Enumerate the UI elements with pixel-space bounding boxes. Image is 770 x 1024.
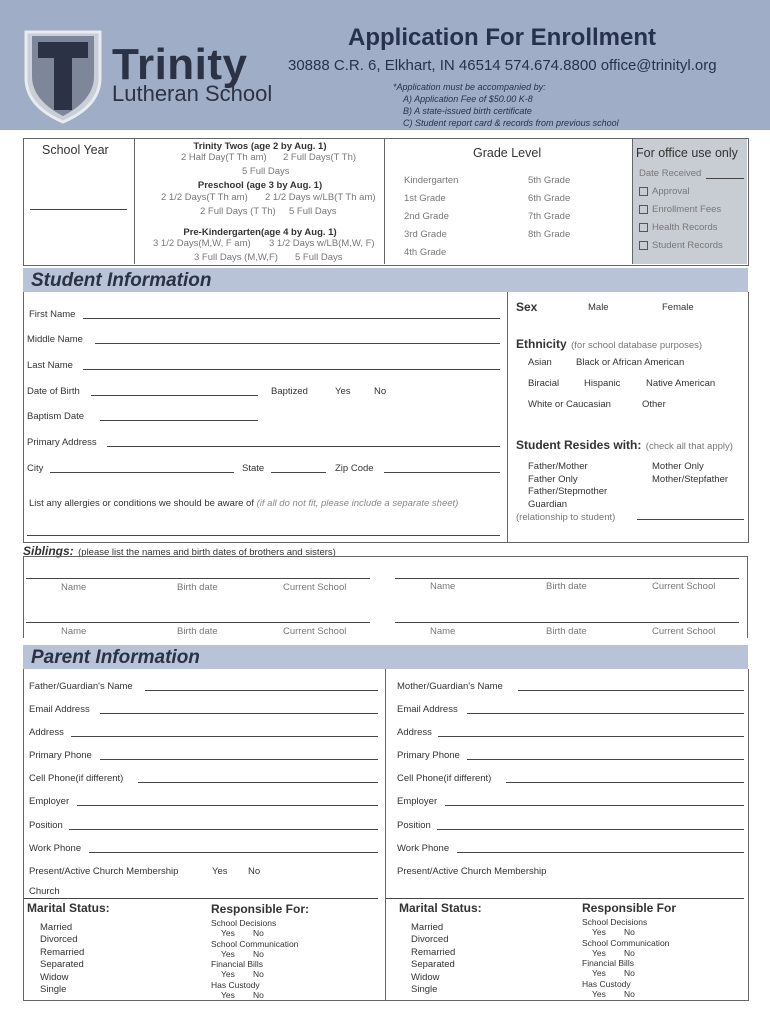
- office-check-approval[interactable]: Approval: [639, 186, 690, 197]
- baptized-yes[interactable]: Yes: [335, 386, 351, 397]
- father-responsible-label: Responsible For:: [211, 902, 310, 916]
- resp-school-communication: School Communication: [211, 939, 299, 949]
- program-option[interactable]: 5 Full Days: [289, 206, 337, 217]
- mother-address-label: Address: [397, 727, 432, 738]
- brand-name: Trinity: [112, 40, 248, 89]
- ethnicity-hispanic[interactable]: Hispanic: [584, 378, 621, 389]
- mother-responsible-label: Responsible For: [582, 901, 677, 915]
- sibling-name-label: Name: [430, 626, 456, 637]
- mother-work-phone-field[interactable]: [457, 852, 744, 853]
- first-name-label: First Name: [29, 309, 76, 320]
- mother-primary-phone-label: Primary Phone: [397, 750, 460, 761]
- father-address-label: Address: [29, 727, 64, 738]
- mother-email-label: Email Address: [397, 704, 458, 715]
- ethnicity-label: Ethnicity (for school database purposes): [516, 337, 703, 351]
- first-name-field[interactable]: [83, 318, 500, 319]
- sibling-4-field[interactable]: [395, 622, 739, 623]
- resp-no[interactable]: No: [624, 948, 635, 958]
- marital-option[interactable]: Remarried: [40, 947, 85, 958]
- resp-financial-bills: Financial Bills: [211, 959, 263, 969]
- marital-option[interactable]: Separated: [40, 959, 84, 970]
- resp-yes[interactable]: Yes: [221, 969, 235, 979]
- grade-level-title: Grade Level: [473, 146, 542, 160]
- baptized-no[interactable]: No: [374, 386, 387, 397]
- mother-position-label: Position: [397, 820, 431, 831]
- father-name-label: Father/Guardian's Name: [29, 681, 133, 692]
- grade-option[interactable]: 1st Grade: [404, 193, 446, 204]
- ethnicity-biracial[interactable]: Biracial: [528, 378, 560, 389]
- father-primary-phone-field[interactable]: [100, 759, 378, 760]
- father-cell-field[interactable]: [138, 782, 378, 783]
- ethnicity-black[interactable]: Black or African American: [576, 357, 685, 368]
- resp-no[interactable]: No: [253, 949, 264, 959]
- baptism-date-label: Baptism Date: [27, 411, 85, 422]
- mother-cell-label: Cell Phone(if different): [397, 773, 492, 784]
- date-received-label: Date Received: [639, 168, 702, 179]
- baptism-date-field[interactable]: [100, 420, 258, 421]
- resides-father-only[interactable]: Father Only: [528, 474, 578, 485]
- father-marital-label: Marital Status:: [27, 901, 110, 915]
- mother-church-name-field[interactable]: [386, 898, 744, 899]
- mother-cell-field[interactable]: [506, 782, 744, 783]
- father-work-phone-label: Work Phone: [29, 843, 82, 854]
- resides-mother-stepfather[interactable]: Mother/Stepfather: [652, 474, 729, 485]
- marital-option[interactable]: Widow: [411, 972, 440, 983]
- resp-yes[interactable]: Yes: [592, 927, 606, 937]
- office-use-title: For office use only: [636, 146, 738, 160]
- ethnicity-asian[interactable]: Asian: [528, 357, 552, 368]
- program-option[interactable]: 2 Full Days(T Th): [283, 152, 357, 163]
- grade-option[interactable]: 8th Grade: [528, 229, 571, 240]
- mother-address-field[interactable]: [438, 736, 744, 737]
- mother-marital-label: Marital Status:: [399, 901, 482, 915]
- sibling-2-field[interactable]: [395, 578, 739, 579]
- father-email-label: Email Address: [29, 704, 90, 715]
- contact-info: 30888 C.R. 6, Elkhart, IN 46514 574.674.8800 office@trinityl.org: [288, 57, 717, 74]
- ethnicity-white[interactable]: White or Caucasian: [528, 399, 611, 410]
- father-church-name-field[interactable]: [24, 898, 378, 899]
- twos-title: Trinity Twos (age 2 by Aug. 1): [193, 141, 327, 152]
- sibling-birth-label: Birth date: [177, 582, 218, 593]
- resp-school-communication: School Communication: [582, 938, 670, 948]
- sibling-name-label: Name: [61, 626, 87, 637]
- baptized-label: Baptized: [271, 386, 308, 397]
- resp-no[interactable]: No: [253, 990, 264, 1000]
- accompanied-title: *Application must be accompanied by:: [393, 82, 546, 92]
- father-church-name-label: Church: [29, 886, 60, 897]
- office-check-fees[interactable]: Enrollment Fees: [639, 204, 721, 215]
- last-name-field[interactable]: [83, 369, 500, 370]
- sex-female[interactable]: Female: [662, 302, 694, 313]
- accompanied-item: B) A state-issued birth certificate: [403, 106, 532, 116]
- marital-option[interactable]: Remarried: [411, 947, 456, 958]
- allergies-label: List any allergies or conditions we should be aware of (if all do not fit, please include a separate sheet): [29, 498, 459, 509]
- resides-guardian[interactable]: Guardian: [528, 499, 568, 510]
- mother-employer-label: Employer: [397, 796, 438, 807]
- sibling-name-label: Name: [430, 581, 456, 592]
- preschool-title: Preschool (age 3 by Aug. 1): [197, 180, 323, 191]
- resp-yes[interactable]: Yes: [592, 948, 606, 958]
- sibling-school-label: Current School: [283, 582, 347, 593]
- primary-address-label: Primary Address: [27, 437, 97, 448]
- marital-option[interactable]: Single: [411, 984, 438, 995]
- allergies-field[interactable]: [27, 535, 500, 536]
- school-year-field[interactable]: [30, 209, 127, 210]
- mother-position-field[interactable]: [437, 829, 744, 830]
- grade-option[interactable]: 4th Grade: [404, 247, 447, 258]
- father-name-field[interactable]: [145, 690, 378, 691]
- sibling-school-label: Current School: [652, 626, 716, 637]
- state-field[interactable]: [271, 472, 326, 473]
- program-option[interactable]: 2 Full Days (T Th): [200, 206, 276, 217]
- brand-subtitle: Lutheran School: [112, 81, 273, 106]
- middle-name-field[interactable]: [95, 343, 500, 344]
- sibling-birth-label: Birth date: [177, 626, 218, 637]
- father-church-yes[interactable]: Yes: [212, 866, 228, 877]
- father-position-label: Position: [29, 820, 63, 831]
- marital-option[interactable]: Divorced: [411, 934, 449, 945]
- resides-mother-only[interactable]: Mother Only: [652, 461, 704, 472]
- state-label: State: [242, 463, 265, 474]
- resp-yes[interactable]: Yes: [592, 968, 606, 978]
- school-year-label: School Year: [42, 143, 109, 157]
- grade-option[interactable]: 6th Grade: [528, 193, 571, 204]
- marital-option[interactable]: Divorced: [40, 934, 78, 945]
- resp-financial-bills: Financial Bills: [582, 958, 634, 968]
- siblings-divider: [23, 556, 747, 557]
- prek-title: Pre-Kindergarten(age 4 by Aug. 1): [183, 227, 337, 238]
- program-option[interactable]: 2 1/2 Days w/LB(T Th am): [265, 192, 376, 203]
- father-address-field[interactable]: [71, 736, 378, 737]
- mother-church-label: Present/Active Church Membership: [397, 866, 547, 877]
- father-employer-field[interactable]: [77, 805, 378, 806]
- office-check-health[interactable]: Health Records: [639, 222, 717, 233]
- trinity-shield-logo: [22, 26, 104, 124]
- city-field[interactable]: [50, 472, 234, 473]
- marital-option[interactable]: Separated: [411, 959, 455, 970]
- program-option[interactable]: 3 Full Days (M,W,F): [194, 252, 278, 263]
- marital-option[interactable]: Married: [40, 922, 73, 933]
- resp-school-decisions: School Decisions: [211, 918, 277, 928]
- resp-yes[interactable]: Yes: [221, 928, 235, 938]
- dob-label: Date of Birth: [27, 386, 80, 397]
- grade-option[interactable]: 5th Grade: [528, 175, 571, 186]
- grade-option[interactable]: 3rd Grade: [404, 229, 447, 240]
- date-received-field[interactable]: [706, 178, 744, 179]
- program-option[interactable]: 2 Half Day(T Th am): [181, 152, 267, 163]
- program-option[interactable]: 3 1/2 Days(M,W, F am): [153, 238, 251, 249]
- middle-name-label: Middle Name: [27, 334, 83, 345]
- grade-option[interactable]: 7th Grade: [528, 211, 571, 222]
- sibling-school-label: Current School: [652, 581, 716, 592]
- sibling-birth-label: Birth date: [546, 626, 587, 637]
- city-label: City: [27, 463, 44, 474]
- office-check-records[interactable]: Student Records: [639, 240, 723, 251]
- sibling-3-field[interactable]: [26, 622, 370, 623]
- dob-field[interactable]: [91, 395, 258, 396]
- marital-option[interactable]: Married: [411, 922, 444, 933]
- primary-address-field[interactable]: [107, 446, 500, 447]
- page-title: Application For Enrollment: [348, 24, 657, 51]
- last-name-label: Last Name: [27, 360, 73, 371]
- father-employer-label: Employer: [29, 796, 70, 807]
- siblings-header: Siblings: (please list the names and birth dates of brothers and sisters): [23, 544, 336, 558]
- zip-field[interactable]: [384, 472, 500, 473]
- ethnicity-other[interactable]: Other: [642, 399, 666, 410]
- father-work-phone-field[interactable]: [89, 852, 378, 853]
- program-option[interactable]: 5 Full Days: [242, 166, 290, 177]
- guardian-relationship-field[interactable]: [637, 519, 744, 520]
- grade-option[interactable]: Kindergarten: [404, 175, 459, 186]
- marital-option[interactable]: Widow: [40, 972, 69, 983]
- mother-work-phone-label: Work Phone: [397, 843, 450, 854]
- marital-option[interactable]: Single: [40, 984, 67, 995]
- resp-yes[interactable]: Yes: [592, 989, 606, 999]
- student-section-title: Student Information: [31, 270, 212, 291]
- resp-no[interactable]: No: [624, 968, 635, 978]
- sibling-birth-label: Birth date: [546, 581, 587, 592]
- parent-section-box: [23, 669, 749, 1001]
- resides-label: Student Resides with: (check all that apply): [516, 438, 733, 452]
- father-email-field[interactable]: [100, 713, 378, 714]
- grade-option[interactable]: 2nd Grade: [404, 211, 449, 222]
- father-cell-label: Cell Phone(if different): [29, 773, 124, 784]
- mother-employer-field[interactable]: [445, 805, 744, 806]
- father-primary-phone-label: Primary Phone: [29, 750, 92, 761]
- resides-relationship-label: (relationship to student): [516, 512, 616, 523]
- program-option[interactable]: 5 Full Days: [295, 252, 343, 263]
- sibling-1-field[interactable]: [26, 578, 370, 579]
- ethnicity-native[interactable]: Native American: [646, 378, 716, 389]
- father-church-no[interactable]: No: [248, 866, 261, 877]
- mother-name-field[interactable]: [518, 690, 744, 691]
- mother-name-label: Mother/Guardian's Name: [397, 681, 503, 692]
- resp-no[interactable]: No: [624, 989, 635, 999]
- parent-section-title: Parent Information: [31, 647, 200, 668]
- resides-father-stepmother[interactable]: Father/Stepmother: [528, 486, 608, 497]
- resp-school-decisions: School Decisions: [582, 917, 648, 927]
- resp-has-custody: Has Custody: [582, 979, 631, 989]
- program-option[interactable]: 2 1/2 Days(T Th am): [161, 192, 248, 203]
- mother-email-field[interactable]: [467, 713, 744, 714]
- resp-yes[interactable]: Yes: [221, 990, 235, 1000]
- accompanied-item: C) Student report card & records from previous school: [403, 118, 619, 128]
- resp-yes[interactable]: Yes: [221, 949, 235, 959]
- father-church-label: Present/Active Church Membership: [29, 866, 179, 877]
- sex-male[interactable]: Male: [588, 302, 609, 313]
- program-option[interactable]: 3 1/2 Days w/LB(M,W, F): [269, 238, 375, 249]
- resides-father-mother[interactable]: Father/Mother: [528, 461, 588, 472]
- resp-no[interactable]: No: [253, 969, 264, 979]
- mother-primary-phone-field[interactable]: [467, 759, 744, 760]
- resp-no[interactable]: No: [253, 928, 264, 938]
- sex-label: Sex: [516, 300, 538, 314]
- zip-label: Zip Code: [335, 463, 374, 474]
- resp-no[interactable]: No: [624, 927, 635, 937]
- resp-has-custody: Has Custody: [211, 980, 260, 990]
- accompanied-item: A) Application Fee of $50.00 K-8: [403, 94, 533, 104]
- sibling-name-label: Name: [61, 582, 87, 593]
- father-position-field[interactable]: [69, 829, 378, 830]
- sibling-school-label: Current School: [283, 626, 347, 637]
